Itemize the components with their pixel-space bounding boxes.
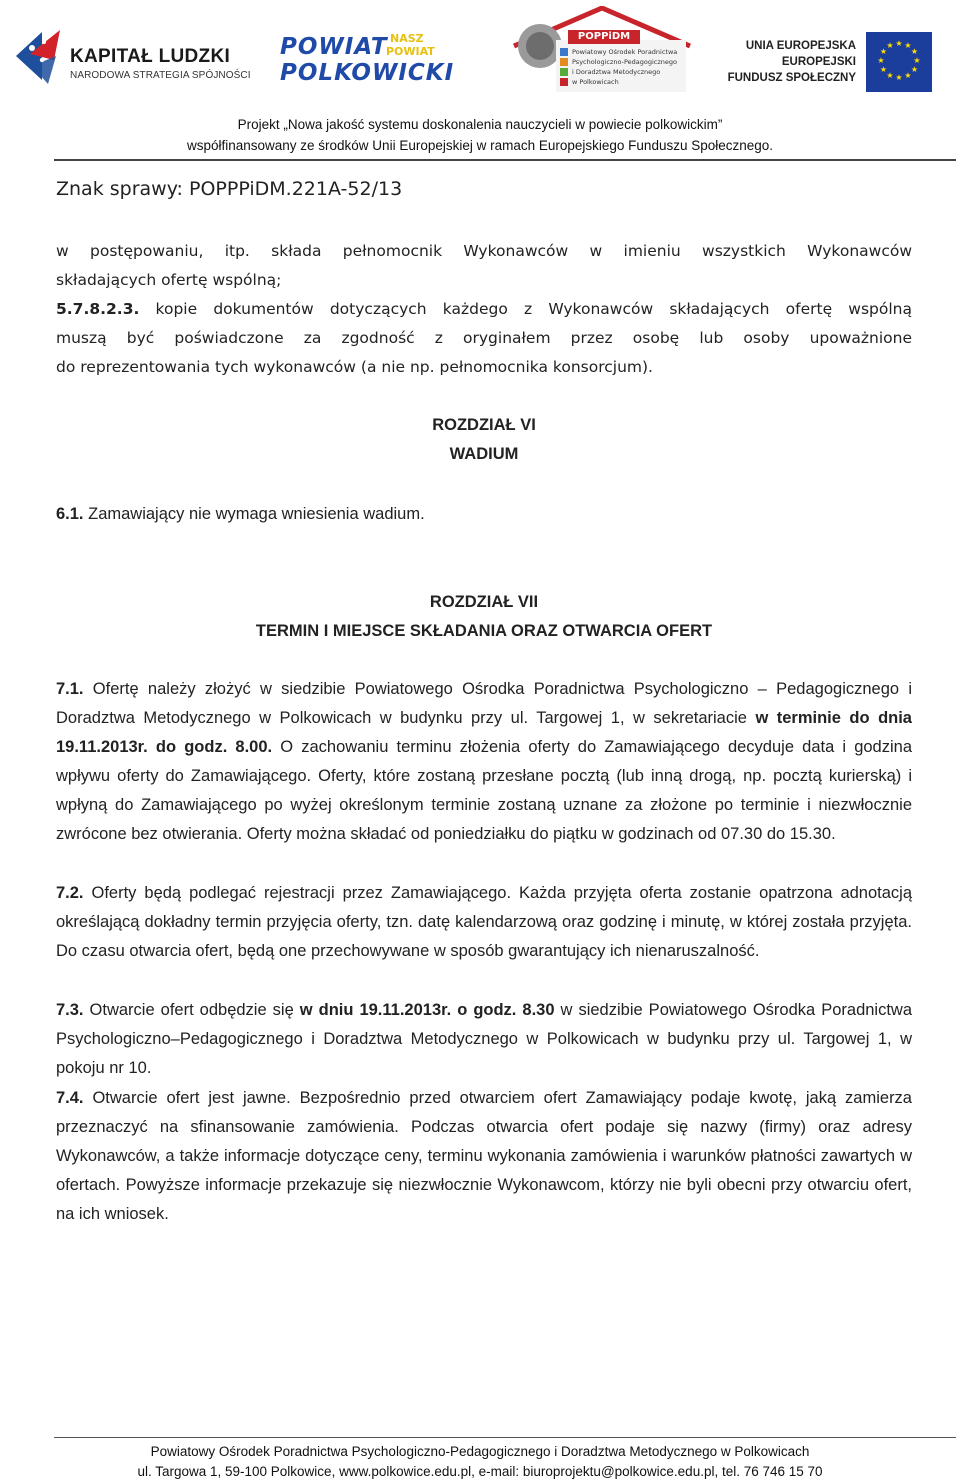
section-7-3-body-a: Otwarcie ofert odbędzie się bbox=[83, 1001, 300, 1019]
powiat-word: POWIAT bbox=[280, 34, 388, 60]
section-number: 7.3. bbox=[56, 1001, 84, 1019]
section-number: 7.2. bbox=[56, 884, 84, 902]
section-7-3-opening-date: w dniu 19.11.2013r. o godz. 8.30 bbox=[299, 1001, 555, 1019]
section-number: 5.7.8.2.3. bbox=[56, 300, 140, 318]
svg-text:★: ★ bbox=[877, 56, 885, 65]
nasz-word: NASZ bbox=[390, 32, 424, 45]
poppidm-line-3: i Doradztwa Metodycznego bbox=[572, 68, 661, 76]
section-7-1-text bbox=[56, 675, 912, 849]
section-7-1-deadline: w terminie do dnia 19.11.2013r. do godz. 8.00. bbox=[56, 709, 912, 756]
poppidm-line-4: w Polkowicach bbox=[572, 78, 619, 86]
section-number: 6.1. bbox=[56, 505, 84, 523]
section-7-2 bbox=[56, 879, 912, 966]
unia-europejska-logo bbox=[726, 30, 932, 94]
svg-text:★: ★ bbox=[904, 71, 912, 80]
section-7-4-text bbox=[56, 1084, 912, 1229]
ue-line-2: EUROPEJSKI bbox=[781, 56, 856, 68]
section-number: 7.4. bbox=[56, 1089, 84, 1107]
ue-line-3: FUNDUSZ SPOŁECZNY bbox=[727, 72, 856, 84]
powiat-polkowicki-logo bbox=[280, 30, 455, 88]
chapter-6-subtitle: WADIUM bbox=[449, 445, 519, 463]
section-7-4-body: Otwarcie ofert jest jawne. Bezpośrednio przed otwarciem ofert Zamawiający podaje kwotę, jaką zamierza przeznaczyć na sfinansowanie zamówienia. Podczas otwarcia ofert podaje się nazwy (firmy) oraz adresy Wykonawców, a także informacje dotyczące ceny, terminu wykonania zamówienia i warunków płatności zawartych w ofertach. Powyższe informacje przekazuje się niezwłocznie Wykonawcom, którzy nie byli obecni przy otwarciu ofert, na ich wniosek. bbox=[56, 1089, 912, 1223]
footer-line-1: Powiatowy Ośrodek Poradnictwa Psychologiczno-Pedagogicznego i Doradztwa Metodycznego w Polkowicach bbox=[150, 1444, 810, 1459]
section-7-1 bbox=[56, 675, 912, 849]
section-7-4 bbox=[56, 1084, 912, 1229]
chapter-7-heading bbox=[56, 588, 912, 646]
svg-text:★: ★ bbox=[879, 47, 888, 56]
p2-line-1 bbox=[56, 295, 912, 324]
section-7-1-body-a: Ofertę należy złożyć w siedzibie Powiatowego Ośrodka Poradnictwa Psychologiczno – Pedagogicznego i Doradztwa Metodycznego w Polkowicach w budynku przy ul. Targowej 1, w sekretariacie bbox=[56, 680, 912, 727]
svg-text:★: ★ bbox=[895, 73, 903, 82]
p2-line-3: do reprezentowania tych wykonawców (a nie np. pełnomocnika konsorcjum). bbox=[56, 358, 653, 376]
section-6-1-body: Zamawiający nie wymaga wniesienia wadium. bbox=[83, 505, 425, 523]
chapter-7-title: ROZDZIAŁ VII bbox=[429, 593, 539, 611]
footer-line-2: ul. Targowa 1, 59-100 Polkowice, www.polkowice.edu.pl, e-mail: biuroprojektu@polkowice.edu.pl, tel. 76 746 15 70 bbox=[137, 1464, 823, 1479]
section-7-3-text bbox=[56, 996, 912, 1083]
project-funding-line: współfinansowany ze środków Unii Europejskiej w ramach Europejskiego Funduszu Społecznego. bbox=[186, 138, 774, 153]
section-5-7-8-2-3 bbox=[56, 295, 912, 382]
chapter-7-subtitle: TERMIN I MIEJSCE SKŁADANIA ORAZ OTWARCIA OFERT bbox=[255, 622, 713, 640]
project-info bbox=[0, 114, 960, 156]
chapter-6-heading bbox=[56, 411, 912, 469]
eu-stars-icon bbox=[866, 32, 932, 92]
section-6-1-text bbox=[56, 500, 912, 529]
polkowicki-word: POLKOWICKI bbox=[280, 60, 455, 86]
svg-text:★: ★ bbox=[895, 39, 903, 48]
case-number: Znak sprawy: POPPPiDM.221A-52/13 bbox=[56, 178, 403, 200]
section-number: 7.1. bbox=[56, 680, 84, 698]
kapital-ludzki-title: KAPITAŁ LUDZKI bbox=[70, 46, 231, 67]
svg-text:★: ★ bbox=[886, 41, 894, 50]
p1-line-2: składających ofertę wspólną; bbox=[56, 271, 282, 289]
poppidm-line-2: Psychologiczno-Pedagogicznego bbox=[572, 58, 678, 66]
poppidm-logo bbox=[512, 6, 692, 94]
section-7-1-body-b: O zachowaniu terminu złożenia oferty do Zamawiającego decyduje data i godzina wpływu oferty do Zamawiającego. Oferty, które zostaną przesłane pocztą (lub inną drogą, np. pocztą kurierską) i wpłyną do Zamawiającego po wyżej określonym terminie zostaną uznane za złożone po terminie i niezwłocznie zwrócone bez otwierania. Oferty można składać od poniedziałku do piątku w godzinach od 07.30 do 15.30. bbox=[56, 738, 912, 843]
kapital-ludzki-logo bbox=[12, 26, 251, 86]
svg-text:★: ★ bbox=[879, 65, 888, 74]
section-7-2-text bbox=[56, 879, 912, 966]
footer-divider bbox=[54, 1437, 956, 1438]
paragraph-continuation bbox=[56, 237, 912, 295]
svg-text:★: ★ bbox=[904, 41, 912, 50]
section-6-1 bbox=[56, 500, 912, 529]
section-7-2-body: Oferty będą podlegać rejestracji przez Zamawiającego. Każda przyjęta oferta zostanie opatrzona adnotacją określającą dokładny termin przyjęcia oferty, tzn. datę kalendarzową oraz godzinę i minutę, w której została przyjęta. Do czasu otwarcia ofert, będą one przechowywane w sposób gwarantujący ich nienaruszalność. bbox=[56, 884, 912, 960]
poppidm-line-1: Powiatowy Ośrodek Poradnictwa bbox=[572, 48, 678, 56]
svg-text:★: ★ bbox=[910, 65, 919, 74]
svg-text:★: ★ bbox=[913, 56, 921, 65]
p2-line-2: muszą być poświadczone za zgodność z oryginałem przez osobę lub osoby upoważnione bbox=[56, 329, 912, 347]
kapital-ludzki-subtitle: NARODOWA STRATEGIA SPÓJNOŚCI bbox=[70, 70, 251, 81]
project-title-line: Projekt „Nowa jakość systemu doskonalenia nauczycieli w powiecie polkowickim” bbox=[237, 117, 723, 132]
header-divider bbox=[54, 159, 956, 161]
header-logos bbox=[0, 0, 960, 110]
svg-text:★: ★ bbox=[910, 47, 919, 56]
chapter-6-title: ROZDZIAŁ VI bbox=[432, 416, 536, 434]
p2-line-1-text: kopie dokumentów dotyczących każdego z Wykonawców składających ofertę wspólną bbox=[139, 300, 912, 318]
eu-flag bbox=[866, 32, 932, 92]
footer bbox=[0, 1442, 960, 1482]
powiat-small-word: POWIAT bbox=[386, 45, 435, 58]
poppidm-name: POPPiDM bbox=[568, 30, 640, 44]
section-7-3-body-b: w siedzibie Powiatowego Ośrodka Poradnictwa Psychologiczno–Pedagogicznego i Doradztwa Metodycznego w Polkowicach w budynku przy ul. Targowej 1, w pokoju nr 10. bbox=[56, 1001, 913, 1077]
ue-line-1: UNIA EUROPEJSKA bbox=[745, 40, 856, 52]
svg-text:★: ★ bbox=[886, 71, 894, 80]
kapital-ludzki-emblem bbox=[12, 26, 64, 86]
section-7-3 bbox=[56, 996, 912, 1083]
p1-line-1: w postępowaniu, itp. składa pełnomocnik Wykonawców w imieniu wszystkich Wykonawców bbox=[56, 242, 912, 260]
